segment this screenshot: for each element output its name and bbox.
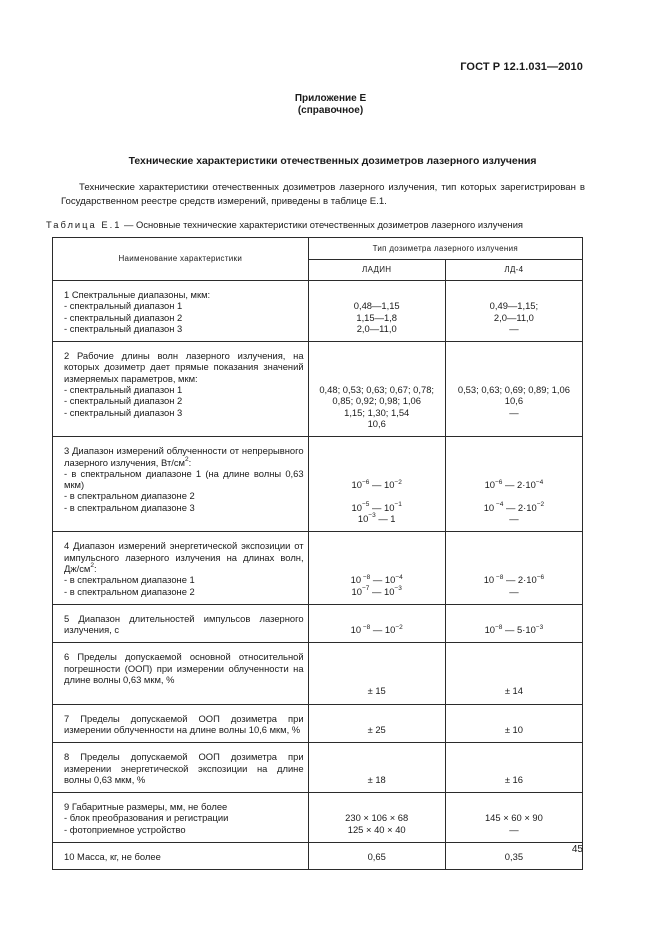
value-line: 0,49—1,15;: [489, 300, 539, 312]
characteristic-name-cell: [53, 842, 309, 869]
characteristic-text: 8 Пределы допускаемой ООП дозиметра при измерении энергетической экспозиции на длине волны 0,63 мкм, %: [64, 751, 304, 785]
ld4-value-cell: [445, 643, 582, 704]
ld4-value-cell: [445, 532, 582, 604]
ladin-value-cell: [308, 437, 445, 532]
characteristic-title: [64, 713, 304, 736]
value-mid: — 10: [369, 479, 395, 491]
value-base: —: [509, 513, 519, 525]
table-row: [53, 704, 583, 743]
value-base: 10: [351, 585, 362, 597]
value-line: [311, 289, 443, 300]
value-exponent: −1: [394, 501, 402, 509]
value-line: 0,48; 0,53; 0,63; 0,67; 0,78; 0,85; 0,92; 0,98; 1,06: [319, 384, 435, 407]
table-row: [53, 842, 583, 869]
value-line: —: [509, 823, 519, 835]
value-mid: — 10: [370, 574, 396, 586]
characteristic-text: 9 Габаритные размеры, мм, не более: [64, 801, 228, 813]
blank-line: [311, 361, 443, 372]
table-row: [53, 532, 583, 604]
characteristic-text: - спектральный диапазон 3: [64, 322, 183, 334]
blank-line: [311, 651, 443, 662]
characteristic-title: [64, 801, 304, 812]
blank-line: [311, 373, 443, 384]
table-row: [53, 342, 583, 437]
value-line: ± 25: [367, 723, 386, 735]
characteristic-subitem: [64, 586, 304, 597]
value-line: 2,0—11,0: [356, 322, 397, 334]
ld4-value-cell: [445, 793, 582, 843]
value-base: 10: [351, 479, 362, 491]
characteristic-text: 10 Масса, кг, не более: [64, 850, 161, 862]
value-exponent: −3: [535, 623, 544, 631]
characteristic-text: - спектральный диапазон 1: [64, 384, 183, 396]
characteristic-name-cell: [53, 437, 309, 532]
characteristic-title: [64, 751, 304, 785]
characteristic-title: [64, 651, 304, 685]
characteristic-text: - в спектральном диапазоне 1 (на длине волны 0,63 мкм): [64, 467, 304, 491]
ladin-value-cell: [308, 743, 445, 793]
characteristic-name-cell: [53, 532, 309, 604]
characteristic-title: 4 Диапазон измерений энергетической экспозиции от импульсного лазерного излучения на длинах волн, $Дж/см^2$:: [64, 540, 304, 574]
characteristic-name-cell: [53, 793, 309, 843]
intro-paragraph: Технические характеристики отечественных дозиметров лазерного излучения, тип которых зарегистрирован в Государственном реестре средств измерений, приведены в таблице Е.1.: [61, 182, 585, 207]
blank-line: [311, 445, 443, 456]
value-base: —: [509, 585, 519, 597]
characteristic-name-cell: [53, 743, 309, 793]
blank-line: [311, 563, 443, 574]
blank-line: [448, 674, 580, 685]
value-exponent: −2: [394, 478, 402, 486]
value-line: 0,53; 0,63; 0,69; 0,89; 1,06: [457, 384, 570, 396]
blank-line: [448, 801, 580, 812]
value-base: 10: [484, 624, 496, 636]
blank-line: [448, 445, 580, 456]
value-line: [311, 502, 443, 513]
characteristic-text: - в спектральном диапазоне 1: [64, 574, 195, 586]
characteristic-text: 3 Диапазон измерений облученности от непрерывного лазерного излучения, Вт/см: [64, 445, 304, 468]
value-line: [311, 624, 443, 635]
characteristic-text: - спектральный диапазон 2: [64, 311, 183, 323]
ld4-value-cell: [445, 743, 582, 793]
characteristic-subitem: [64, 300, 304, 311]
value-line: 1,15—1,8: [356, 311, 398, 323]
characteristic-text: - фотоприемное устройство: [64, 823, 186, 835]
blank-line: [311, 801, 443, 812]
table-caption-prefix: Таблица Е.1: [46, 219, 122, 230]
value-line: 230 × 106 × 68: [345, 812, 409, 824]
value-line: [311, 513, 443, 524]
value-line: [448, 502, 580, 513]
value-line: [311, 586, 443, 597]
blank-line: [311, 674, 443, 685]
ld4-value-cell: [445, 842, 582, 869]
ladin-value-cell: [308, 842, 445, 869]
characteristic-text: 4 Диапазон измерений энергетической экспозиции от импульсного лазерного излучения на длинах волн, Дж/см: [64, 540, 304, 574]
value-line: [448, 513, 580, 524]
value-base: 10: [351, 501, 362, 513]
value-base: 10: [484, 479, 496, 491]
ld4-value-cell: [445, 342, 582, 437]
value-exponent: −2: [536, 501, 545, 509]
value-exponent: −7: [361, 584, 370, 592]
blank-line: [311, 490, 443, 501]
characteristic-subitem: [64, 574, 304, 585]
characteristic-text: 7 Пределы допускаемой ООП дозиметра при измерении облученности на длине волны 10,6 мкм, %: [64, 712, 304, 735]
unit-exponent: 2: [90, 562, 94, 570]
blank-line: [448, 490, 580, 501]
table-row: [53, 281, 583, 342]
blank-line: [311, 751, 443, 762]
characteristic-name-cell: [53, 604, 309, 643]
table-caption: [46, 219, 606, 230]
characteristic-text: - в спектральном диапазоне 2: [64, 490, 195, 502]
value-line: 10,6: [367, 417, 386, 429]
value-line: [448, 624, 580, 635]
ladin-value-cell: [308, 643, 445, 704]
table-caption-text: — Основные технические характеристики отечественных дозиметров лазерного излучения: [121, 219, 524, 230]
value-base: 10: [483, 574, 495, 586]
blank-line: [448, 361, 580, 372]
characteristic-subitem: [64, 812, 304, 823]
characteristics-table: [52, 237, 583, 870]
blank-line: [311, 350, 443, 361]
value-line: [311, 479, 443, 490]
table-row: [53, 743, 583, 793]
value-exponent: −4: [395, 573, 403, 581]
characteristic-subitem: [64, 395, 304, 406]
value-line: ± 18: [367, 773, 386, 785]
value-base: 10: [483, 501, 495, 513]
value-line: 125 × 40 × 40: [347, 823, 406, 835]
value-mid: — 10: [370, 624, 396, 636]
characteristic-text: - спектральный диапазон 1: [64, 300, 183, 312]
characteristic-subitem: [64, 312, 304, 323]
value-line: [311, 574, 443, 585]
header-col-ld4: ЛД-4: [445, 259, 582, 281]
value-line: [448, 479, 580, 490]
value-exponent: −2: [395, 623, 403, 631]
value-exponent: −4: [494, 501, 504, 509]
value-line: 2,0—11,0: [493, 311, 534, 323]
characteristic-text: - в спектральном диапазоне 3: [64, 501, 195, 513]
characteristic-title: [64, 350, 304, 384]
characteristic-title: [64, 613, 304, 636]
value-mid: — 10: [369, 585, 395, 597]
value-line: 0,65: [367, 850, 386, 862]
ladin-value-cell: [308, 342, 445, 437]
characteristic-text: - спектральный диапазон 2: [64, 395, 183, 407]
ld4-value-cell: [445, 437, 582, 532]
blank-line: [311, 713, 443, 724]
table-row: [53, 793, 583, 843]
value-line: —: [509, 406, 519, 418]
value-base: 10: [357, 513, 369, 525]
blank-line: [448, 540, 580, 551]
value-mid: — 2·10: [503, 574, 537, 586]
blank-line: [311, 552, 443, 563]
characteristic-text: 2 Рабочие длины волн лазерного излучения, на которых дозиметр дает прямые показания значений измеряемых параметров, мкм:: [64, 350, 304, 384]
ld4-value-cell: [445, 604, 582, 643]
characteristic-text: - блок преобразования и регистрации: [64, 812, 229, 824]
blank-line: [448, 373, 580, 384]
characteristic-subitem: [64, 490, 304, 501]
characteristic-subitem: [64, 824, 304, 835]
value-exponent: −6: [536, 573, 545, 581]
characteristic-text: - в спектральном диапазоне 2: [64, 585, 195, 597]
value-line: [448, 586, 580, 597]
ladin-value-cell: [308, 793, 445, 843]
blank-line: [311, 540, 443, 551]
blank-line: [448, 663, 580, 674]
value-line: ± 15: [367, 685, 386, 697]
characteristic-text: 5 Диапазон длительностей импульсов лазерного излучения, с: [64, 612, 304, 636]
value-line: 10,6: [504, 395, 524, 407]
annex-status: (справочное): [297, 105, 364, 116]
blank-line: [311, 613, 443, 624]
value-line: ± 14: [504, 685, 523, 697]
value-mid: — 2·10: [502, 479, 536, 491]
characteristic-title: [64, 851, 304, 862]
blank-line: [448, 552, 580, 563]
value-line: 1,15; 1,30; 1,54: [344, 406, 410, 418]
ladin-value-cell: [308, 704, 445, 743]
characteristic-subitem: [64, 468, 304, 491]
characteristic-title: [64, 289, 304, 300]
blank-line: [448, 563, 580, 574]
blank-line: [448, 457, 580, 468]
blank-line: [448, 651, 580, 662]
blank-line: [448, 713, 580, 724]
value-base: 10: [350, 624, 362, 636]
value-exponent: −8: [495, 623, 503, 631]
value-exponent: −6: [495, 478, 503, 486]
header-dosimeter-type: Тип дозиметра лазерного излучения: [308, 238, 582, 260]
blank-line: [311, 468, 443, 479]
value-line: [448, 289, 580, 300]
value-exponent: −4: [535, 478, 544, 486]
blank-line: [448, 468, 580, 479]
blank-line: [448, 613, 580, 624]
value-line: —: [509, 322, 519, 334]
characteristic-subitem: [64, 323, 304, 334]
ladin-value-cell: [308, 532, 445, 604]
value-exponent: −3: [368, 512, 376, 520]
ld4-value-cell: [445, 704, 582, 743]
characteristic-name-cell: [53, 342, 309, 437]
characteristic-subitem: [64, 502, 304, 513]
header-characteristic: Наименование характеристики: [53, 238, 309, 281]
table-row: [53, 604, 583, 643]
value-line: [448, 574, 580, 585]
blank-line: [311, 763, 443, 774]
ld4-value-cell: [445, 281, 582, 342]
characteristic-text: 6 Пределы допускаемой основной относительной погрешности (ООП) при измерении облученности на длине волны 0,63 мкм, %: [64, 651, 304, 686]
value-exponent: −6: [361, 478, 370, 486]
main-title: Технические характеристики отечественных дозиметров лазерного излучения: [128, 156, 537, 167]
blank-line: [448, 350, 580, 361]
standard-code: ГОСТ Р 12.1.031—2010: [460, 61, 583, 73]
value-line: 145 × 60 × 90: [484, 812, 543, 824]
value-base: 10: [350, 574, 362, 586]
annex-title: Приложение Е: [294, 93, 367, 104]
value-mid: — 5·10: [502, 624, 536, 636]
characteristic-subitem: [64, 384, 304, 395]
characteristic-name-cell: [53, 704, 309, 743]
characteristic-name-cell: [53, 643, 309, 704]
value-exponent: −5: [361, 501, 370, 509]
blank-line: [448, 763, 580, 774]
characteristic-name-cell: [53, 281, 309, 342]
table-row: [53, 643, 583, 704]
characteristic-subitem: [64, 407, 304, 418]
blank-line: [311, 663, 443, 674]
value-line: 0,48—1,15: [353, 300, 400, 312]
annex-heading: [0, 93, 661, 117]
page-number: 45: [571, 844, 583, 855]
blank-line: [448, 751, 580, 762]
ladin-value-cell: [308, 281, 445, 342]
value-line: ± 10: [504, 723, 523, 735]
value-exponent: −3: [394, 584, 402, 592]
value-mid: — 2·10: [503, 501, 537, 513]
blank-line: [311, 457, 443, 468]
value-exponent: −8: [361, 623, 371, 631]
characteristic-title: 3 Диапазон измерений облученности от непрерывного лазерного излучения, $Вт/см^2$:: [64, 445, 304, 468]
table-row: [53, 437, 583, 532]
header-col-ladin: ЛАДИН: [308, 259, 445, 281]
characteristic-text: - спектральный диапазон 3: [64, 406, 183, 418]
value-exponent: −8: [361, 573, 371, 581]
value-line: ± 16: [504, 773, 523, 785]
ladin-value-cell: [308, 604, 445, 643]
value-mid: — 1: [375, 513, 396, 525]
unit-exponent: 2: [184, 455, 189, 463]
characteristic-text: 1 Спектральные диапазоны, мкм:: [64, 289, 211, 300]
value-exponent: −8: [494, 573, 504, 581]
value-mid: — 10: [369, 501, 395, 513]
value-line: 0,35: [504, 850, 524, 862]
